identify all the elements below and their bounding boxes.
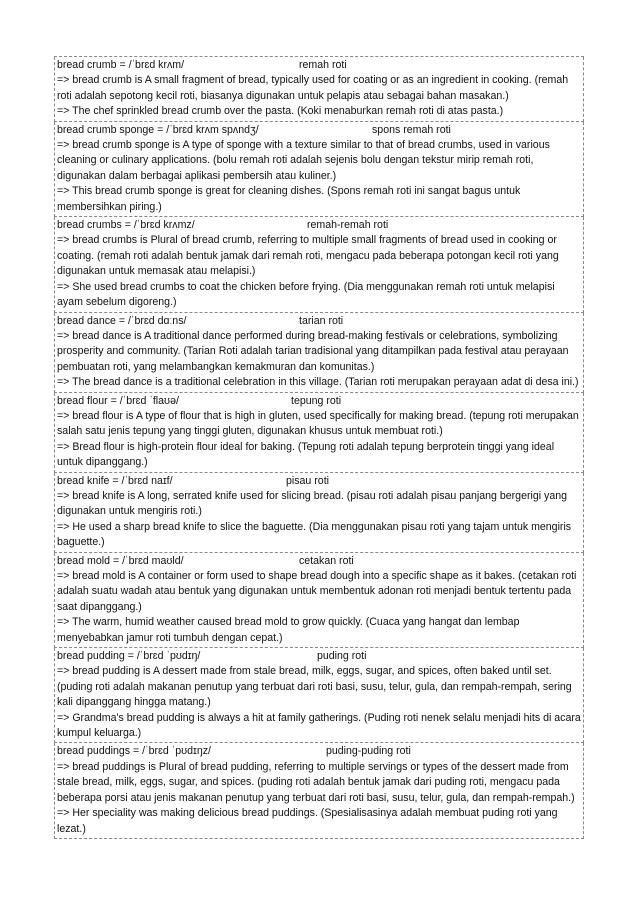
- entry-translation: puding roti: [317, 650, 367, 663]
- entry-example: => Bread flour is high-protein flour ideal for baking. (Tepung roti adalah tepung berprotein tinggi yang ideal untuk dipanggang.): [57, 440, 555, 469]
- entry-definition: => bread pudding is A dessert made from stale bread, milk, eggs, sugar, and spices, often baked until set. (puding roti adalah makanan penutup yang terbuat dari roti basi, susu, telur, gula, dan rempah-rempah, sering kali dipanggang hingga matang.): [57, 665, 572, 709]
- entry-example: => The bread dance is a traditional celebration in this village. (Tarian roti merupakan perayaan adat di desa ini.): [57, 376, 579, 389]
- entry-definition: => bread crumbs is Plural of bread crumb, referring to multiple small fragments of bread used in cooking or coating. (remah roti adalah bentuk jamak dari remah roti, mengacu pada beberapa potongan kecil roti yang digunakan untuk memasak atau melapisi.): [57, 234, 559, 278]
- entry-definition: => bread puddings is Plural of bread pudding, referring to multiple servings or types of the dessert made from stale bread, milk, eggs, sugar, and spices. (puding roti adalah bentuk jamak dari puding roti, mengacu pada beberapa porsi atau jenis makanan penutup yang terbuat dari roti basi, susu, telur, gula, dan rempah-rempah.): [57, 760, 575, 804]
- equals-sign: =: [157, 123, 167, 136]
- dictionary-entry: [54, 57, 584, 122]
- dictionary-entry: [54, 553, 584, 648]
- entry-example: => She used bread crumbs to coat the chicken before frying. (Dia menggunakan remah roti untuk melapisi ayam sebelum digoreng.): [57, 280, 555, 309]
- entry-translation: tarian roti: [299, 314, 344, 327]
- entry-pronunciation: /ˈbrɛd krʌm spʌndʒ/: [166, 123, 259, 136]
- dictionary-table: [54, 56, 584, 839]
- equals-sign: =: [133, 745, 143, 758]
- entry-pronunciation: /ˈbrɛd ˈpʊdɪŋ/: [136, 650, 201, 663]
- entry-term: bread puddings: [57, 745, 131, 758]
- dictionary-entry: [54, 393, 584, 473]
- dictionary-entry: [54, 217, 584, 312]
- entry-translation: pisau roti: [286, 474, 329, 487]
- entry-translation: remah-remah roti: [307, 219, 389, 232]
- dictionary-entry: [54, 473, 584, 553]
- entry-definition: => bread crumb sponge is A type of sponge with a texture similar to that of bread crumbs, used in various cleaning or culinary applications. (bolu remah roti adalah sejenis bolu dengan tekstur mirip remah roti, digunakan dalam berbagai aplikasi pembersih atau kuliner.): [57, 139, 550, 182]
- equals-sign: =: [119, 59, 129, 71]
- entry-term: bread crumbs: [57, 219, 122, 232]
- entry-term: bread mold: [57, 554, 110, 567]
- entry-pronunciation: /ˈbrɛd krʌm/: [128, 59, 185, 71]
- entry-example: => Her speciality was making delicious bread puddings. (Spesialisasinya adalah membuat puding roti yang lezat.): [57, 807, 558, 835]
- entry-translation: spons remah roti: [372, 123, 451, 136]
- entry-definition: => bread knife is A long, serrated knife used for slicing bread. (pisau roti adalah pisau panjang bergerigi yang digunakan untuk mengiris roti.): [57, 489, 567, 518]
- entry-pronunciation: /ˈbrɛd naɪf/: [121, 474, 173, 487]
- entry-translation: tepung roti: [291, 394, 342, 407]
- entry-headword-line: [57, 314, 581, 329]
- entry-pronunciation: /ˈbrɛd ˈflaʊə/: [119, 394, 179, 407]
- entry-translation: remah roti: [299, 59, 347, 71]
- equals-sign: =: [110, 394, 120, 407]
- entry-definition: => bread mold is A container or form used to shape bread dough into a specific shape as it bakes. (cetakan roti adalah suatu wadah atau bentuk yang digunakan untuk membentuk adonan roti menjadi bentuk tertentu pada saat dipanggang.): [57, 570, 577, 613]
- dictionary-entry: [54, 648, 584, 743]
- entry-headword-line: [57, 218, 581, 233]
- entry-definition: => bread crumb is A small fragment of bread, typically used for coating or as an ingredient in cooking. (remah roti adalah sepotong kecil roti, biasanya digunakan untuk pelapis atau sebagai bahan masakan.): [57, 74, 569, 102]
- entry-definition: => bread dance is A traditional dance performed during bread-making festivals or celebrations, symbolizing prosperity and community. (Tarian Roti adalah tarian tradisional yang ditampilkan pada festival atau perayaan pembuatan roti, yang melambangkan kemakmuran dan komunitas.): [57, 329, 569, 373]
- entry-headword-line: [57, 58, 581, 73]
- entry-example: => The chef sprinkled bread crumb over the pasta. (Koki menaburkan remah roti di atas pasta.): [57, 105, 504, 118]
- entry-term: bread crumb: [57, 59, 117, 71]
- entry-pronunciation: /ˈbrɛd krʌmz/: [133, 219, 195, 232]
- entry-pronunciation: /ˈbrɛd maʊld/: [122, 554, 184, 567]
- entry-example: => He used a sharp bread knife to slice the baguette. (Dia menggunakan pisau roti yang tajam untuk mengiris baguette.): [57, 520, 572, 549]
- entry-example: => The warm, humid weather caused bread mold to grow quickly. (Cuaca yang hangat dan lembap menyebabkan jamur roti tumbuh dengan cepat.): [57, 616, 520, 644]
- entry-translation: cetakan roti: [299, 554, 354, 567]
- entry-example: => This bread crumb sponge is great for cleaning dishes. (Spons remah roti ini sangat bagus untuk membersihkan piring.): [57, 185, 521, 213]
- entry-definition: => bread flour is A type of flour that is high in gluten, used specifically for making bread. (tepung roti merupakan salah satu jenis tepung yang tinggi gluten, digunakan khusus untuk membuat roti.): [57, 409, 579, 438]
- entry-example: => Grandma's bread pudding is always a hit at family gatherings. (Puding roti nenek selalu menjadi hits di acara kumpul keluarga.): [57, 711, 581, 740]
- entry-pronunciation: /ˈbrɛd ˈpʊdɪŋz/: [142, 745, 211, 758]
- equals-sign: =: [118, 314, 128, 327]
- dictionary-entry: [54, 313, 584, 393]
- entry-headword-line: [57, 554, 581, 569]
- dictionary-entry: [54, 743, 584, 838]
- equals-sign: =: [127, 650, 137, 663]
- equals-sign: =: [124, 219, 134, 232]
- entry-term: bread dance: [57, 314, 116, 327]
- entry-term: bread knife: [57, 474, 110, 487]
- entry-headword-line: [57, 744, 581, 759]
- equals-sign: =: [112, 474, 122, 487]
- entry-headword-line: [57, 474, 581, 489]
- entry-translation: puding-puding roti: [326, 745, 411, 758]
- dictionary-entry: [54, 122, 584, 217]
- equals-sign: =: [112, 554, 123, 567]
- entry-headword-line: [57, 123, 581, 138]
- entry-term: bread pudding: [57, 650, 125, 663]
- entry-headword-line: [57, 394, 581, 409]
- entry-term: bread crumb sponge: [57, 123, 155, 136]
- entry-pronunciation: /ˈbrɛd dɑːns/: [128, 314, 187, 327]
- entry-headword-line: [57, 649, 581, 664]
- entry-term: bread flour: [57, 394, 108, 407]
